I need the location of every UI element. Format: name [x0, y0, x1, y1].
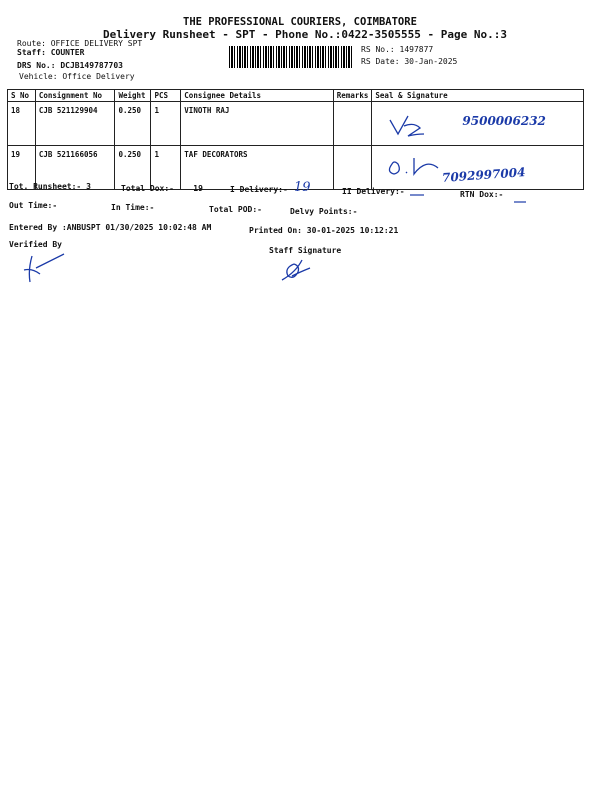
col-weight: Weight	[115, 90, 151, 102]
cell-remarks	[333, 146, 372, 190]
staff: Staff: COUNTER	[17, 48, 85, 57]
vehicle: Vehicle: Office Delivery	[19, 72, 135, 81]
cell-pcs: 1	[151, 146, 181, 190]
rs-date: RS Date: 30-Jan-2025	[361, 57, 458, 66]
col-remarks: Remarks	[333, 90, 372, 102]
cell-consignment: CJB 521129904	[35, 102, 115, 146]
entered-by: Entered By :ANBUSPT 01/30/2025 10:02:48 AM	[9, 223, 212, 232]
col-consignee: Consignee Details	[181, 90, 334, 102]
rtn-dox: RTN Dox:-	[460, 190, 504, 199]
cell-seal	[372, 146, 584, 190]
cell-remarks	[333, 102, 372, 146]
verified-by: Verified By	[9, 240, 62, 249]
verifier-signature	[22, 252, 68, 284]
total-pod: Total POD:-	[209, 205, 262, 214]
col-sno: S No	[8, 90, 36, 102]
signature-mark	[386, 110, 426, 140]
route: Route: OFFICE DELIVERY SPT	[17, 39, 143, 48]
delvy-points: Delvy Points:-	[290, 207, 358, 216]
staff-signature	[280, 258, 316, 284]
runsheet-title: Delivery Runsheet - SPT - Phone No.:0422-3505555 - Page No.:3	[103, 28, 507, 41]
handwritten-phone: 7092997004	[442, 165, 527, 185]
i-delivery: I Delivery:-	[230, 185, 288, 194]
printed-on: Printed On: 30-01-2025 10:12:21	[249, 226, 399, 235]
company-name: THE PROFESSIONAL COURIERS, COIMBATORE	[183, 16, 417, 28]
col-consignment: Consignment No	[35, 90, 115, 102]
dash-mark	[409, 193, 425, 197]
cell-weight: 0.250	[115, 146, 151, 190]
barcode	[229, 46, 353, 68]
staff-signature-label: Staff Signature	[269, 246, 342, 255]
in-time: In Time:-	[111, 203, 155, 212]
signature-mark	[384, 152, 444, 178]
cell-seal	[372, 102, 584, 146]
cell-consignee: VINOTH RAJ	[181, 102, 334, 146]
out-time: Out Time:-	[9, 201, 58, 210]
drs-number: DRS No.: DCJB149787703	[17, 61, 123, 70]
cell-consignee: TAF DECORATORS	[181, 146, 334, 190]
cell-sno: 19	[8, 146, 36, 190]
tot-runsheet: Tot. Runsheet:- 3	[9, 182, 91, 191]
col-seal: Seal & Signature	[372, 90, 584, 102]
table-header-row	[8, 90, 584, 102]
handwritten-phone: 9500006232	[462, 114, 546, 128]
rs-number: RS No.: 1497877	[361, 45, 434, 54]
total-dox: Total Dox:- 19	[121, 184, 203, 193]
col-pcs: PCS	[151, 90, 181, 102]
table-row	[8, 102, 584, 146]
runsheet-table	[7, 89, 584, 190]
cell-consignment: CJB 521166056	[35, 146, 115, 190]
dash-mark	[513, 200, 527, 204]
cell-weight: 0.250	[115, 102, 151, 146]
i-delivery-handwritten: 19	[294, 180, 311, 195]
cell-pcs: 1	[151, 102, 181, 146]
cell-sno: 18	[8, 102, 36, 146]
ii-delivery: II Delivery:-	[342, 187, 405, 196]
